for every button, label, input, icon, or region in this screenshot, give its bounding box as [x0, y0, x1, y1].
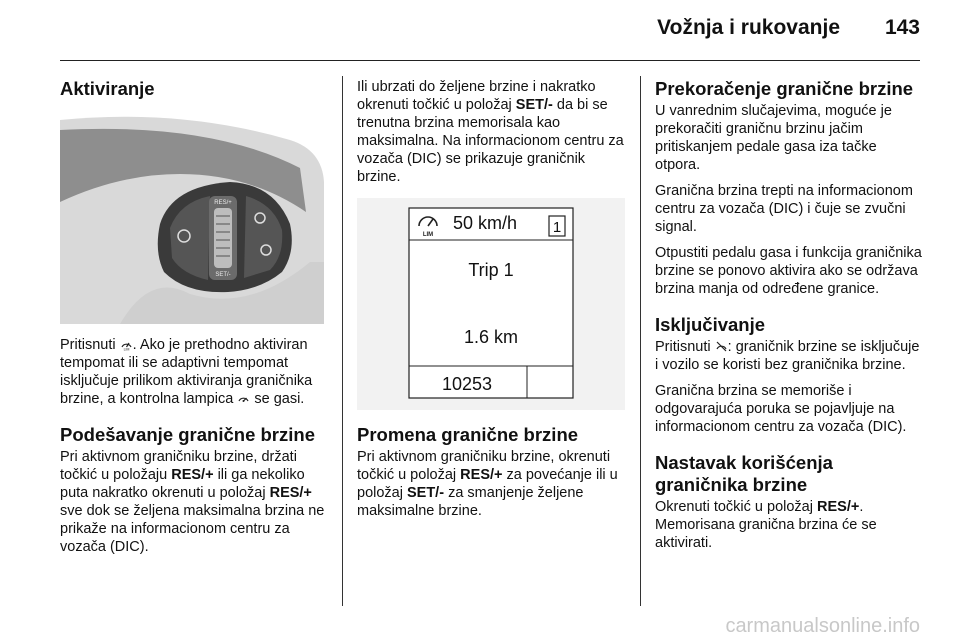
lim-label: LIM	[422, 232, 434, 238]
steering-wheel-figure	[60, 112, 324, 324]
column-divider-1	[342, 76, 343, 606]
res-label: RES/+	[214, 200, 232, 206]
limiter-off-icon	[715, 340, 728, 353]
section-heading-exceed-limit: Prekoračenje granične brzine	[655, 78, 914, 99]
column-2	[357, 78, 627, 528]
paragraph-resume: Okrenuti točkić u položaj RES/+. Memorisana granična brzina će se aktivirati.	[655, 499, 877, 551]
watermark: carmanualsonline.info	[725, 615, 920, 637]
section-heading-resume-limiter: Nastavak korišćenja graničnika brzine	[655, 452, 833, 495]
paragraph-deactivation-1: Pritisnuti : graničnik brzine se isključuje i vozilo se koristi bez graničnika brzine.	[655, 339, 920, 373]
set-label: SET/-	[215, 272, 231, 278]
dic-speed: 50 km/h	[453, 213, 518, 233]
column-3	[655, 78, 923, 560]
paragraph-activation: Pritisnuti LIM . Ako je prethodno aktiviran tempomat ili se adaptivni tempomat isključuje prilikom aktiviranja graničnika brzine, a kontrolna lampica se gasi.	[60, 337, 313, 407]
speed-limiter-icon	[120, 338, 133, 351]
section-heading-adjust-limit: Podešavanje granične brzine	[60, 424, 315, 445]
dic-odometer: 10253	[441, 374, 493, 394]
section-heading-deactivation: Isključivanje	[655, 314, 766, 335]
header-title: Vožnja i rukovanje	[657, 16, 840, 39]
column-divider-2	[640, 76, 641, 606]
header-rule	[60, 60, 920, 61]
section-heading-change-limit: Promena granične brzine	[357, 424, 579, 445]
section-heading-activation: Aktiviranje	[60, 78, 155, 99]
page-number: 143	[884, 16, 920, 39]
dic-badge: 1	[552, 219, 562, 236]
paragraph-deactivation-2: Granična brzina se memoriše i odgovarajuća poruka se pojavljuje na informacionom centru za vozača (DIC).	[655, 383, 907, 435]
dic-trip-label: Trip 1	[468, 260, 514, 280]
column-1	[60, 78, 328, 564]
paragraph-change-limit: Pri aktivnom graničniku brzine, okrenuti točkić u položaj RES/+ za povećanje ili u položaj SET/- za smanjenje željene maksimalne brzine.	[357, 449, 618, 519]
paragraph-exceed-3: Otpustiti pedalu gasa i funkcija graničnika brzine se ponovo aktivira ako se održava brzina manja od određene granice.	[655, 245, 922, 297]
paragraph-exceed-2: Granična brzina trepti na informacionom centru za vozača (DIC) i čuje se zvučni signal.	[655, 183, 913, 235]
paragraph-set-speed: Ili ubrzati do željene brzine i nakratko okrenuti točkić u položaj SET/- da bi se trenutna brzina memorisala kao maksimalna. Na informacionom centru za vozača (DIC) se prikazuje graničnik brzine.	[357, 79, 624, 185]
dic-display-figure	[357, 198, 625, 410]
dic-trip-value: 1.6 km	[463, 327, 519, 347]
paragraph-exceed-1: U vanrednim slučajevima, moguće je prekoračiti graničnu brzinu jačim pritiskanjem pedale gasa iza tačke otpora.	[655, 103, 892, 173]
cruise-control-lamp-icon	[237, 392, 250, 405]
paragraph-adjust-limit: Pri aktivnom graničniku brzine, držati točkić u položaju RES/+ ili ga nekoliko puta nakratko okrenuti u položaj RES/+ sve dok se željena maksimalna brzina ne prikaže na informacionom centru za vozača (DIC).	[60, 449, 325, 555]
svg-text:LIM: LIM	[123, 347, 130, 351]
